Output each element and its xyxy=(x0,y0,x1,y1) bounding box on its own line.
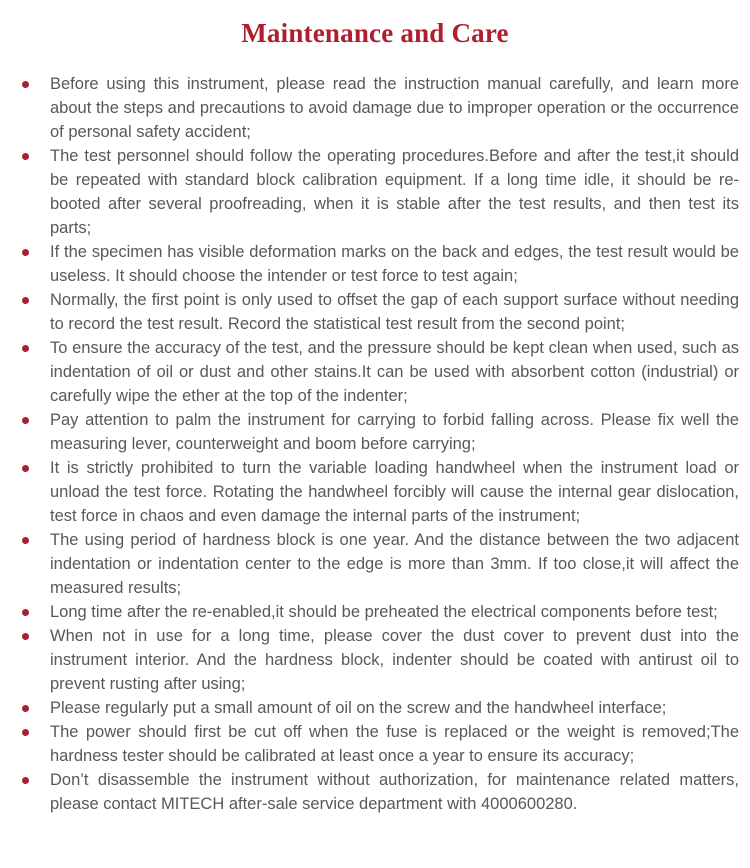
list-item-text: Please regularly put a small amount of oil on the screw and the handwheel interface; xyxy=(50,699,667,717)
bullet-icon xyxy=(22,465,29,472)
list-item-text: When not in use for a long time, please cover the dust cover to prevent dust into the instrument interior. And the hardness block, indenter should be coated with antirust oil to prevent rusting after using; xyxy=(50,627,739,693)
list-item-text: The using period of hardness block is one year. And the distance between the two adjacent indentation or indentation center to the edge is more than 3mm. If too close,it will affect the measured results; xyxy=(50,531,739,597)
list-item xyxy=(50,624,739,696)
list-item xyxy=(50,528,739,600)
maintenance-list xyxy=(50,72,739,816)
bullet-icon xyxy=(22,609,29,616)
list-item-text: Long time after the re-enabled,it should be preheated the electrical components before test; xyxy=(50,603,718,621)
bullet-icon xyxy=(22,777,29,784)
list-item xyxy=(50,600,739,624)
bullet-icon xyxy=(22,729,29,736)
page-title: Maintenance and Care xyxy=(241,18,509,48)
list-item-text: It is strictly prohibited to turn the variable loading handwheel when the instrument load or unload the test force. Rotating the handwheel forcibly will cause the internal gear dislocation, test force in chaos and even damage the internal parts of the instrument; xyxy=(50,459,739,525)
list-item xyxy=(50,144,739,240)
list-item xyxy=(50,720,739,768)
list-item-text: If the specimen has visible deformation marks on the back and edges, the test result would be useless. It should choose the intender or test force to test again; xyxy=(50,243,739,285)
list-item xyxy=(50,72,739,144)
list-item-text: Normally, the first point is only used to offset the gap of each support surface without needing to record the test result. Record the statistical test result from the second point; xyxy=(50,291,739,333)
list-item-text: Don’t disassemble the instrument without authorization, for maintenance related matters, please contact MITECH after-sale service department with 4000600280. xyxy=(50,771,739,813)
list-item-text: To ensure the accuracy of the test, and the pressure should be kept clean when used, such as indentation of oil or dust and other stains.It can be used with absorbent cotton (industrial) or carefully wipe the ether at the top of the indenter; xyxy=(50,339,739,405)
list-item xyxy=(50,768,739,816)
list-item xyxy=(50,336,739,408)
bullet-icon xyxy=(22,153,29,160)
list-item xyxy=(50,240,739,288)
bullet-icon xyxy=(22,249,29,256)
bullet-icon xyxy=(22,633,29,640)
list-item-text: The power should first be cut off when the fuse is replaced or the weight is removed;The hardness tester should be calibrated at least once a year to ensure its accuracy; xyxy=(50,723,739,765)
bullet-icon xyxy=(22,705,29,712)
bullet-icon xyxy=(22,345,29,352)
bullet-icon xyxy=(22,81,29,88)
list-item xyxy=(50,288,739,336)
list-item xyxy=(50,696,739,720)
bullet-icon xyxy=(22,537,29,544)
list-item-text: Pay attention to palm the instrument for carrying to forbid falling across. Please fix well the measuring lever, counterweight and boom before carrying; xyxy=(50,411,739,453)
list-item xyxy=(50,408,739,456)
list-item-text: The test personnel should follow the operating procedures.Before and after the test,it should be repeated with standard block calibration equipment. If a long time idle, it should be re-booted after several proofreading, when it is stable after the test results, and then test its parts; xyxy=(50,147,739,237)
bullet-icon xyxy=(22,297,29,304)
list-item xyxy=(50,456,739,528)
list-item-text: Before using this instrument, please read the instruction manual carefully, and learn more about the steps and precautions to avoid damage due to improper operation or the occurrence of personal safety accident; xyxy=(50,75,739,141)
bullet-icon xyxy=(22,417,29,424)
